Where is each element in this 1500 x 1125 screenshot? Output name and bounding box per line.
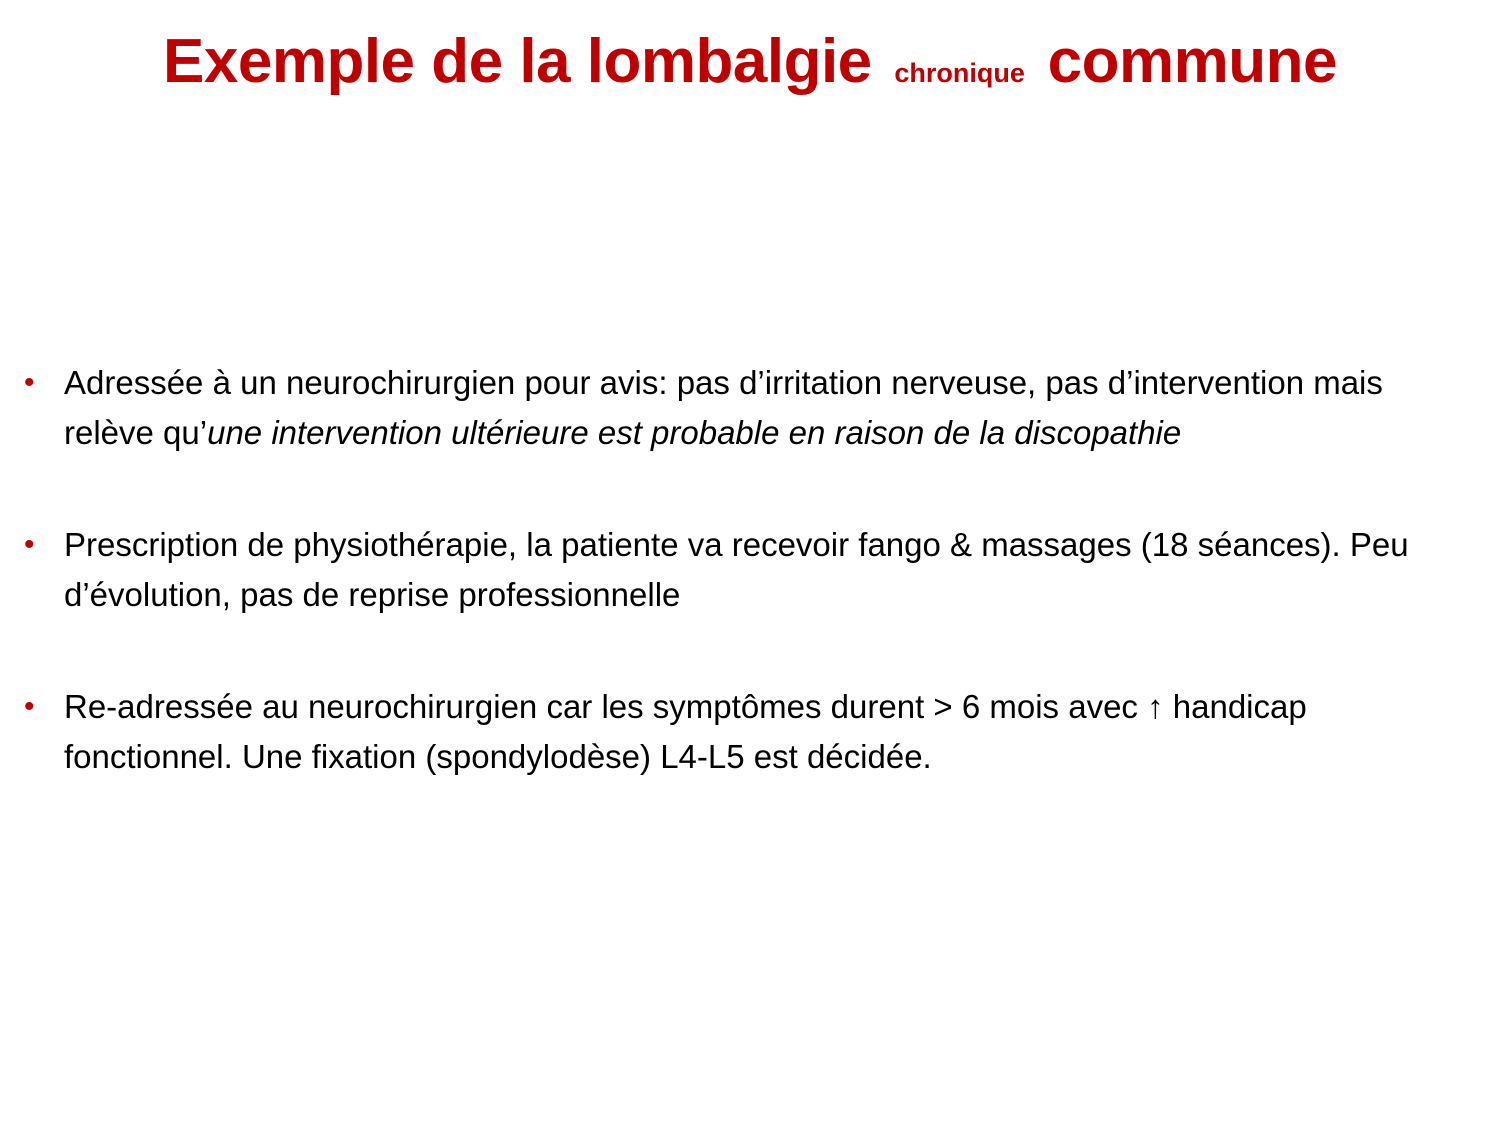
bullet-item-referral: [0, 358, 1500, 458]
bullet-text: Re-adressée au neurochirurgien car les symptômes durent > 6 mois avec ↑ handicap fonctionnel. Une fixation (spondylodèse) L4-L5 est décidée.: [64, 688, 1307, 775]
bullet-dot-icon: •: [24, 528, 35, 561]
bullet-italic-text: une intervention ultérieure est probable en raison de la discopathie: [207, 414, 1182, 451]
bullet-item-fixation: [0, 682, 1500, 782]
title-main: Exemple de la lombalgie: [163, 27, 872, 96]
title-small-word: chronique: [894, 58, 1025, 88]
bullet-text: Adressée à un neurochirurgien pour avis: pas d’irritation nerveuse, pas d’intervention mais relève qu’: [64, 364, 1383, 451]
bullet-list: [0, 358, 1500, 782]
slide-title: [0, 22, 1500, 113]
bullet-dot-icon: •: [24, 690, 35, 723]
bullet-dot-icon: •: [24, 366, 35, 399]
bullet-text: Prescription de physiothérapie, la patiente va recevoir fango & massages (18 séances). Peu d’évolution, pas de reprise professionnelle: [64, 526, 1409, 613]
title-end: commune: [1047, 27, 1337, 96]
bullet-item-physiotherapy: [0, 520, 1500, 620]
